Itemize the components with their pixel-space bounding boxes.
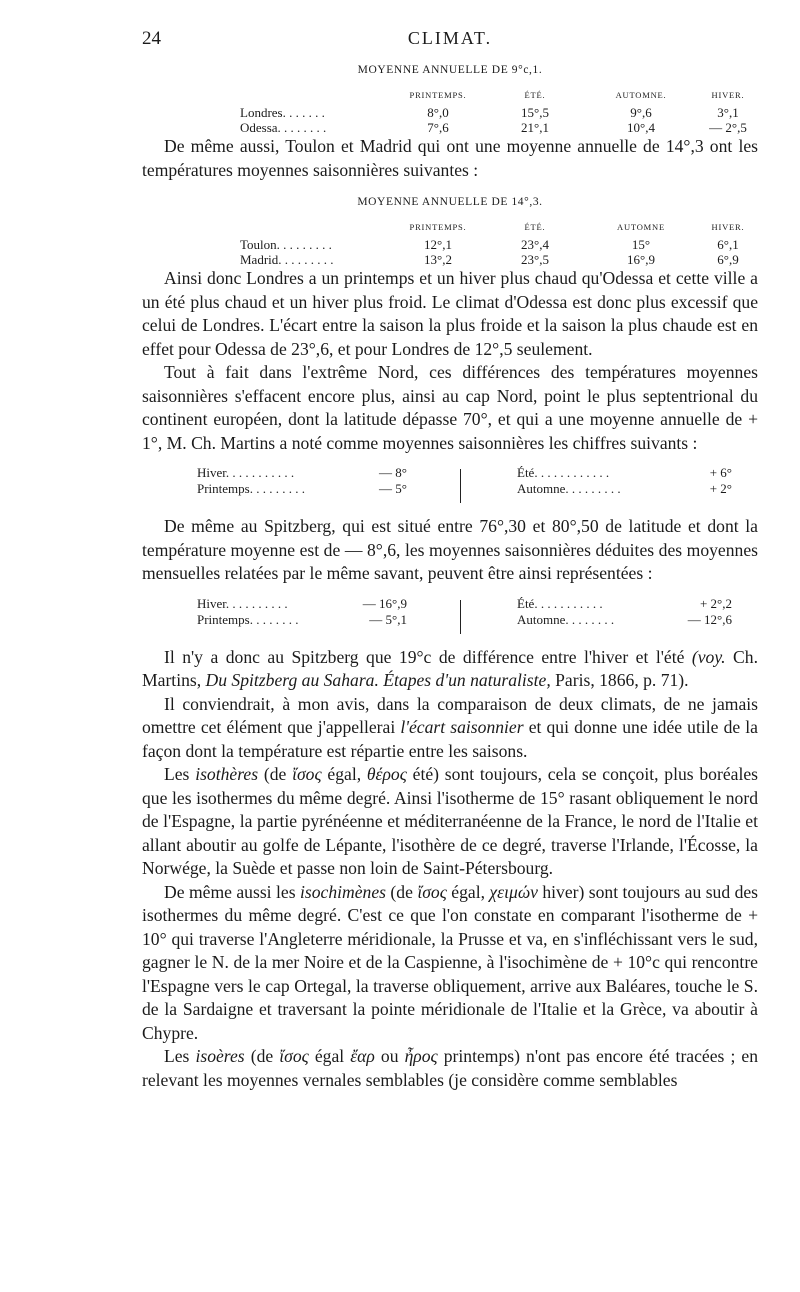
list-item [197, 465, 407, 481]
table1-col-winter: HIVER. [711, 90, 745, 100]
table1-col-spring: PRINTEMPS. [409, 90, 467, 100]
text-run: égal [308, 1046, 351, 1066]
city-name: Londres. . . . . . . [240, 105, 325, 120]
table-cell: 8°,0 [427, 105, 449, 120]
season-value: — 12°,6 [687, 611, 732, 627]
season-label: Été. . . . . . . . . . . [517, 595, 603, 611]
table-cell: 13°,2 [424, 252, 452, 267]
text-run: De même aussi les [164, 881, 300, 902]
city-name: Odessa. . . . . . . . [240, 120, 327, 135]
text-run: Les [164, 1046, 196, 1066]
season-value: — 5°,1 [369, 611, 407, 627]
spitzberg-left-column [197, 596, 407, 628]
paragraph-cap-nord: Tout à fait dans l'extrême Nord, ces différences des températures moyennes saisonnières s'effacent encore plus, ainsi au cap Nord, point le plus septentrional du continent européen, dont la latitude dépasse 70°, et qui a une moyenne annuelle de + 1°, M. Ch. Martins a noté comme moyennes saisonnières les chiffres suivants : [142, 362, 758, 453]
text-run: Paris, 1866, p. 71). [550, 670, 689, 690]
table2-col-autumn: AUTOMNE [617, 222, 665, 232]
season-value: + 6° [709, 465, 732, 480]
table2-col-spring: PRINTEMPS. [409, 222, 467, 232]
table-cell: 6°,1 [717, 237, 739, 252]
cap-nord-right-column [517, 465, 732, 497]
text-run: Il n'y a donc au Spitzberg que 19°c de différence entre l'hiver et l'été [164, 646, 692, 667]
paragraph-ecart-saisonnier [142, 693, 758, 764]
season-value: — 16°,9 [362, 595, 407, 611]
table-row [240, 252, 758, 267]
table-toulon-madrid [240, 220, 758, 267]
list-item [517, 465, 732, 481]
table1-col-summer: ÉTÉ. [524, 90, 546, 100]
season-label: Été. . . . . . . . . . . . [517, 465, 610, 480]
city-name: Toulon. . . . . . . . . [240, 237, 332, 252]
table-row [240, 105, 758, 120]
text-run: et qui donne une idée utile de la façon dont la température est répartie entre les saisons. [142, 717, 758, 761]
table-cell: 23°,4 [521, 237, 549, 252]
text-run: (de [385, 881, 418, 902]
table-cell: 16°,9 [627, 252, 655, 267]
column-divider [460, 600, 461, 634]
list-item [517, 596, 732, 612]
term-ecart-saisonnier: l'écart saisonnier [400, 717, 524, 737]
list-item [517, 481, 732, 497]
term-isoeres: isoères [195, 1046, 245, 1066]
text-run: Les [164, 764, 196, 784]
paragraph-isoeres [142, 1045, 758, 1092]
term-isochimenes: isochimènes [299, 881, 386, 902]
text-run: égal, [446, 881, 490, 902]
greek-word: ἴσος [292, 764, 322, 784]
greek-word: ἔαρ [350, 1046, 375, 1066]
season-value: + 2°,2 [699, 595, 732, 611]
column-divider [460, 469, 461, 503]
table-cell: 6°,9 [717, 252, 739, 267]
text-run: égal, [321, 764, 367, 784]
list-item [197, 612, 407, 628]
paragraph-spitzberg-difference [142, 646, 758, 693]
season-label: Printemps. . . . . . . . [197, 611, 299, 627]
text-run: (de [244, 1046, 280, 1066]
text-run: printemps) n'ont pas encore été tracées ; en relevant les moyennes vernales semblables (je considère comme semblables [142, 1046, 758, 1090]
season-value: + 2° [709, 481, 732, 496]
table1-col-autumn: AUTOMNE. [615, 90, 667, 100]
table-cell: 21°,1 [521, 120, 549, 135]
term-isotheres: isothères [195, 764, 259, 784]
text-run: Il conviendrait, à mon avis, dans la comparaison de deux climats, de ne jamais omettre cet élément que j'appellerai [142, 693, 758, 737]
table2-caption: MOYENNE ANNUELLE DE 14°,3. [357, 196, 543, 208]
list-item [197, 481, 407, 497]
list-item [197, 596, 407, 612]
season-label: Automne. . . . . . . . . [517, 481, 621, 496]
paragraph-londres-odessa-comparison: Ainsi donc Londres a un printemps et un hiver plus chaud qu'Odessa et cette ville a un été plus chaud et un hiver plus froid. Le climat d'Odessa est donc plus excessif que celui de Londres. L'écart entre la saison la plus froide et la saison la plus chaude est en effet pour Odessa de 23°,6, et pour Londres de 12°,5 seulement. [142, 268, 758, 359]
table-row [240, 237, 758, 252]
greek-word: ἴσος [417, 881, 447, 902]
paragraph-isotheres [142, 763, 758, 881]
table2-header-row [240, 220, 758, 237]
cap-nord-seasonal-values [197, 465, 758, 505]
table-row [240, 120, 758, 135]
greek-word: ἴσος [279, 1046, 309, 1066]
season-label: Printemps. . . . . . . . . [197, 481, 305, 496]
list-item [517, 612, 732, 628]
table1-header-row [240, 88, 758, 105]
table-cell: 3°,1 [717, 105, 739, 120]
greek-word: θέρος [366, 764, 407, 784]
text-run: hiver) sont toujours au sud des isothermes du même degré. C'est ce que l'on constate en comparant l'isotherme de + 10° qui traverse l'Angleterre méridionale, la Prusse et va, en s'infléchissant vers le sud, gagner le N. de la mer Noire et de la Caspienne, à l'isochimène de + 10°c qui rencontre l'Espagne vers le cap Ortegal, la traverse obliquement, arrive aux Baléares, touche le S. de la Sardaigne et traversant la pointe méridionale de l'Italie et la Grèce, va aboutir à Chypre. [142, 881, 759, 1043]
page-number: 24 [142, 28, 161, 49]
spitzberg-seasonal-values [197, 596, 758, 636]
table-cell: 15°,5 [521, 105, 549, 120]
italic-run: (voy. [691, 646, 726, 667]
book-title: Du Spitzberg au Sahara. Étapes d'un naturaliste, [205, 670, 551, 690]
table-cell: 7°,6 [427, 120, 449, 135]
season-value: — 5° [379, 481, 407, 496]
city-name: Madrid. . . . . . . . . [240, 252, 334, 267]
table-cell: — 2°,5 [709, 120, 747, 135]
paragraph-spitzberg: De même au Spitzberg, qui est situé entre 76°,30 et 80°,50 de latitude et dont la température moyenne est de — 8°,6, les moyennes saisonnières déduites des moyennes mensuelles relatées par le même savant, peuvent être ainsi représentées : [142, 516, 758, 583]
table2-col-winter: HIVER. [711, 222, 745, 232]
table1-caption: MOYENNE ANNUELLE DE 9°c,1. [357, 64, 543, 76]
season-label: Automne. . . . . . . . [517, 611, 615, 627]
text-run: (de [258, 764, 293, 784]
season-label: Hiver. . . . . . . . . . [197, 595, 288, 611]
page-header [142, 28, 758, 58]
table2-col-summer: ÉTÉ. [524, 222, 546, 232]
running-title: CLIMAT. [407, 28, 493, 48]
greek-word: χειμών [489, 881, 538, 902]
table-cell: 9°,6 [630, 105, 652, 120]
table-cell: 15° [631, 237, 651, 252]
text-run: Ch. Martins, [142, 646, 758, 690]
table-cell: 10°,4 [627, 120, 655, 135]
table-londres-odessa [240, 88, 758, 135]
table-cell: 12°,1 [424, 237, 452, 252]
text-run: été) sont toujours, cela se conçoit, plus boréales que les isothermes du même degré. Ainsi l'isotherme de 15° rasant obliquement le nord de l'Espagne, la partie pyrénéenne et méditerranéenne de la France, le nord de l'Italie et allant aboutir au golfe de Lépante, l'isothère de ce degré, traverse l'Irlande, l'Écosse, la Norwége, la Suède et passe non loin de Saint-Pétersbourg. [142, 764, 758, 878]
cap-nord-left-column [197, 465, 407, 497]
paragraph-toulon-madrid: De même aussi, Toulon et Madrid qui ont une moyenne annuelle de 14°,3 ont les températures moyennes saisonnières suivantes : [142, 136, 758, 180]
season-label: Hiver. . . . . . . . . . . [197, 465, 295, 480]
season-value: — 8° [379, 465, 407, 480]
greek-word: ἦρος [404, 1046, 438, 1066]
paragraph-isochimenes [142, 881, 758, 1046]
text-run: ou [374, 1046, 405, 1066]
spitzberg-right-column [517, 596, 732, 628]
table-cell: 23°,5 [521, 252, 549, 267]
